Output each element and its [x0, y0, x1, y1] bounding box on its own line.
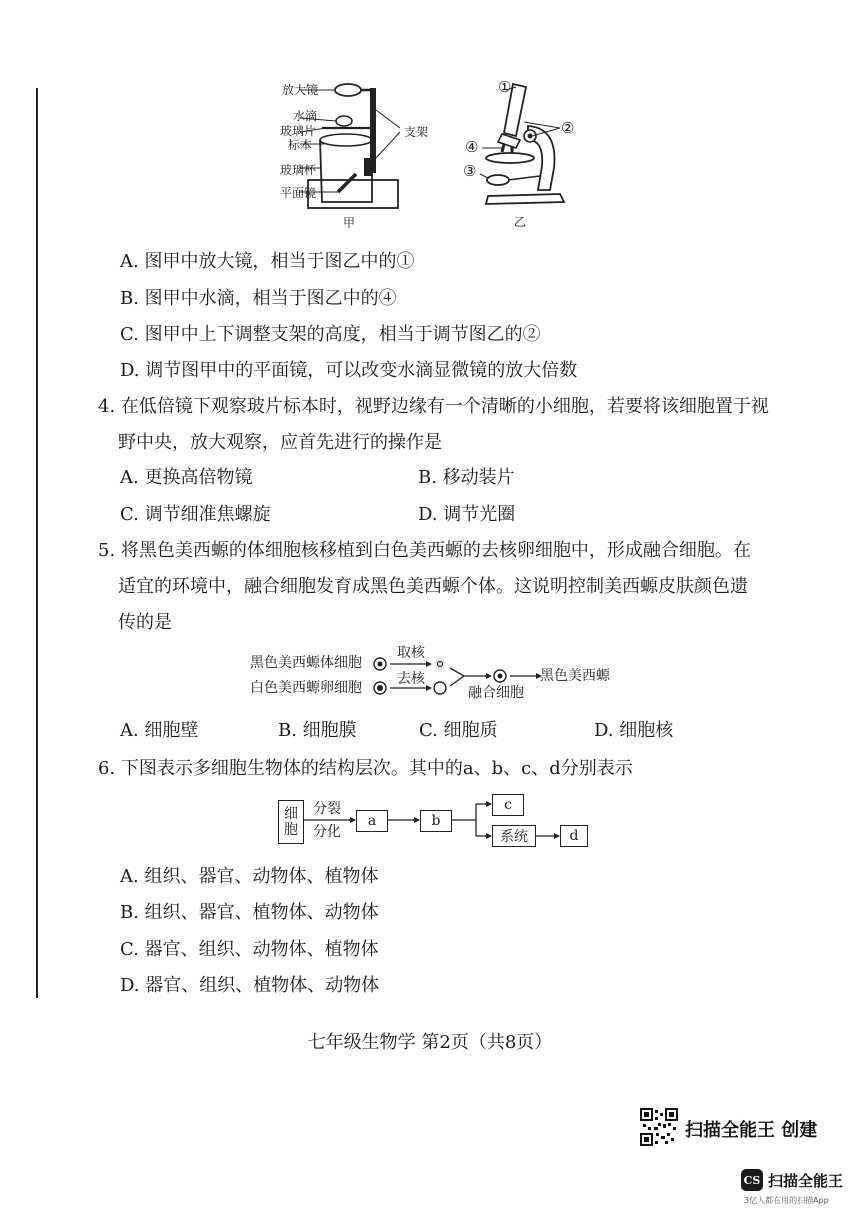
q6-option-c[interactable]: C. 器官、组织、动物体、植物体	[120, 939, 379, 960]
label-white-egg-cell: 白色美西螈卵细胞	[250, 680, 362, 696]
q4-option-c[interactable]: C. 调节细准焦螺旋	[120, 504, 271, 525]
camscanner-logo-icon: CS	[741, 1169, 763, 1191]
q5-stem-line-2: 适宜的环境中，融合细胞发育成黑色美西螈个体。这说明控制美西螈皮肤颜色遗	[118, 576, 748, 597]
marker-4: ④	[465, 138, 479, 156]
q4-stem-line-1: 4. 在低倍镜下观察玻片标本时，视野边缘有一个清晰的小细胞，若要将该细胞置于视	[98, 396, 769, 417]
camscanner-tagline: 3亿人都在用的扫描App	[744, 1196, 829, 1205]
label-plane-mirror: 平面镜	[280, 186, 317, 200]
marker-2: ②	[561, 119, 575, 137]
box-b: b	[420, 810, 452, 832]
label-support: 支架	[404, 125, 429, 139]
box-c: c	[492, 794, 524, 816]
qr-code-icon	[640, 1108, 678, 1146]
q5-option-b[interactable]: B. 细胞膜	[278, 720, 357, 741]
q3-option-c[interactable]: C. 图甲中上下调整支架的高度，相当于调节图乙的②	[120, 324, 541, 345]
label-glass-slide: 玻璃片	[280, 124, 317, 138]
label-divide: 分裂	[313, 801, 341, 817]
cell-box-char-1: 细	[284, 806, 298, 822]
camscanner-app-name: 扫描全能王	[768, 1172, 844, 1190]
q5-stem-line-1: 5. 将黑色美西螈的体细胞核移植到白色美西螈的去核卵细胞中，形成融合细胞。在	[98, 540, 751, 561]
cell-box	[278, 800, 304, 844]
caption-jia: 甲	[343, 216, 356, 230]
label-remove-nucleus: 去核	[397, 671, 425, 687]
scanner-created-by: 扫描全能王 创建	[685, 1120, 818, 1141]
q5-stem-line-3: 传的是	[118, 612, 172, 633]
label-black-somatic-cell: 黑色美西螈体细胞	[250, 655, 362, 671]
q3-option-a[interactable]: A. 图甲中放大镜，相当于图乙中的①	[120, 251, 415, 272]
box-a: a	[356, 810, 388, 832]
label-magnifier: 放大镜	[282, 83, 319, 97]
box-system: 系统	[492, 825, 536, 847]
label-differentiate: 分化	[313, 824, 341, 840]
label-specimen: 标本	[288, 138, 313, 152]
water-microscope-drawing	[300, 80, 420, 215]
box-d: d	[560, 825, 588, 847]
caption-yi: 乙	[514, 215, 527, 229]
q4-option-b[interactable]: B. 移动装片	[418, 467, 515, 488]
margin-line	[36, 88, 38, 998]
q4-option-d[interactable]: D. 调节光圈	[418, 504, 516, 525]
q6-option-a[interactable]: A. 组织、器官、动物体、植物体	[120, 866, 379, 887]
q5-option-a[interactable]: A. 细胞壁	[120, 720, 199, 741]
label-water-drop: 水滴	[293, 109, 318, 123]
marker-1: ①	[498, 78, 512, 96]
q6-option-b[interactable]: B. 组织、器官、植物体、动物体	[120, 902, 379, 923]
q5-option-d[interactable]: D. 细胞核	[594, 720, 674, 741]
label-fused-cell: 融合细胞	[468, 685, 524, 701]
q6-stem-line-1: 6. 下图表示多细胞生物体的结构层次。其中的a、b、c、d分别表示	[98, 758, 633, 779]
q4-stem-line-2: 野中央，放大观察，应首先进行的操作是	[118, 432, 442, 453]
cell-box-char-2: 胞	[284, 822, 298, 838]
label-glass-cup: 玻璃杯	[280, 163, 317, 177]
label-take-nucleus: 取核	[397, 645, 425, 661]
q6-option-d[interactable]: D. 器官、组织、植物体、动物体	[120, 975, 380, 996]
q3-option-b[interactable]: B. 图甲中水滴，相当于图乙中的④	[120, 288, 397, 309]
q4-option-a[interactable]: A. 更换高倍物镜	[120, 467, 253, 488]
marker-3: ③	[463, 162, 477, 180]
q3-option-d[interactable]: D. 调节图甲中的平面镜，可以改变水滴显微镜的放大倍数	[120, 360, 578, 381]
q5-option-c[interactable]: C. 细胞质	[419, 720, 498, 741]
page-footer: 七年级生物学 第2页（共8页）	[307, 1032, 553, 1053]
label-black-axolotl: 黑色美西螈	[540, 668, 610, 684]
